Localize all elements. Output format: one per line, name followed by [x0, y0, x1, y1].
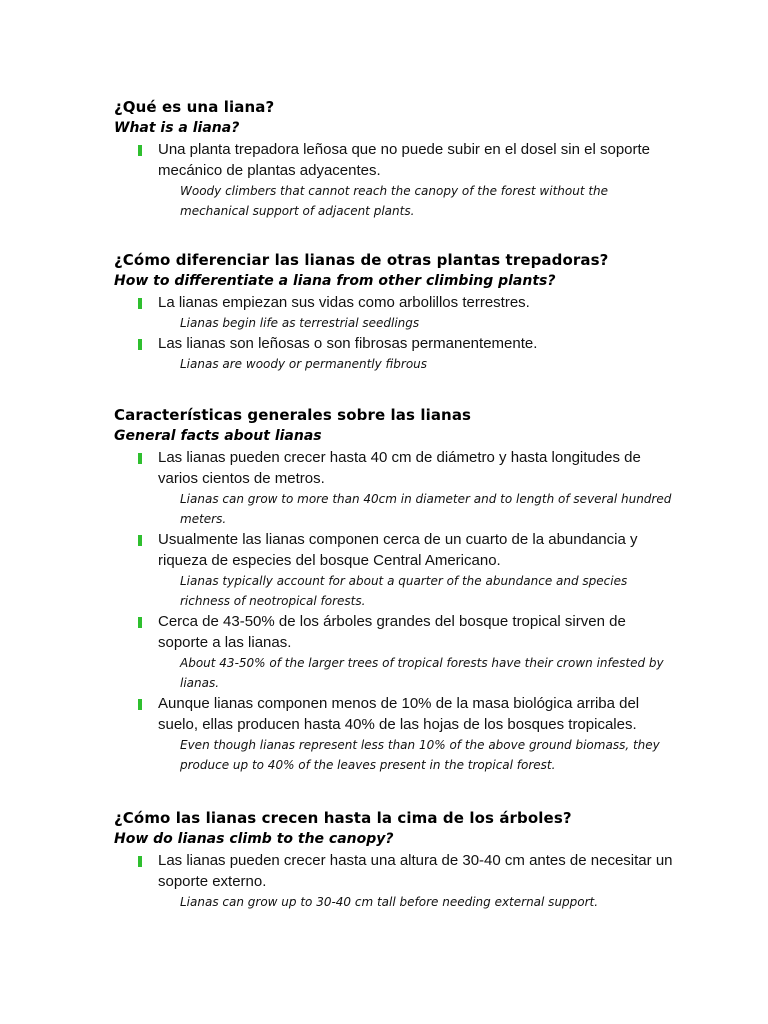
bullet-icon	[138, 699, 142, 710]
heading-es: ¿Cómo diferenciar las lianas de otras plantas trepadoras?	[114, 251, 609, 269]
list-item	[114, 611, 674, 693]
list-item	[114, 139, 674, 221]
heading-es: Características generales sobre las lianas	[114, 406, 472, 424]
heading-en: How do lianas climb to the canopy?	[114, 831, 394, 847]
item-text-en: Lianas begin life as terrestrial seedlings	[180, 316, 420, 330]
item-text-es: Una planta trepadora leñosa que no puede subir en el dosel sin el soporte mecánico de plantas adyacentes.	[158, 141, 651, 179]
heading-en: What is a liana?	[114, 120, 240, 136]
bullet-icon	[138, 145, 142, 156]
item-text-es: Usualmente las lianas componen cerca de un cuarto de la abundancia y riqueza de especies del bosque Central Americano.	[158, 531, 638, 569]
heading-es: ¿Qué es una liana?	[114, 98, 275, 116]
list-item	[114, 850, 674, 912]
item-text-es: Las lianas son leñosas o son fibrosas permanentemente.	[158, 335, 538, 352]
item-text-en: Lianas can grow up to 30-40 cm tall before needing external support.	[180, 895, 599, 909]
bullet-icon	[138, 298, 142, 309]
heading-en: General facts about lianas	[114, 428, 322, 444]
section-differentiate	[114, 249, 674, 374]
list-item	[114, 693, 674, 775]
item-text-en: Woody climbers that cannot reach the canopy of the forest without the mechanical support of adjacent plants.	[180, 184, 609, 218]
bullet-icon	[138, 617, 142, 628]
section-what-is-liana	[114, 96, 674, 221]
list-item	[114, 292, 674, 333]
bullet-icon	[138, 453, 142, 464]
item-text-es: La lianas empiezan sus vidas como arbolillos terrestres.	[158, 294, 530, 311]
item-text-es: Aunque lianas componen menos de 10% de la masa biológica arriba del suelo, ellas producen hasta 40% de las hojas de los bosques tropicales.	[158, 695, 640, 733]
heading-en: How to differentiate a liana from other climbing plants?	[114, 273, 556, 289]
item-text-en: Lianas typically account for about a quarter of the abundance and species richness of neotropical forests.	[180, 574, 628, 608]
item-text-en: Even though lianas represent less than 10% of the above ground biomass, they produce up to 40% of the leaves present in the tropical forest.	[180, 738, 660, 772]
item-text-en: Lianas are woody or permanently fibrous	[180, 357, 428, 371]
bullet-icon	[138, 856, 142, 867]
item-text-es: Cerca de 43-50% de los árboles grandes del bosque tropical sirven de soporte a las lianas.	[158, 613, 626, 651]
item-text-en: About 43-50% of the larger trees of tropical forests have their crown infested by lianas.	[180, 656, 664, 690]
bullet-icon	[138, 339, 142, 350]
heading-es: ¿Cómo las lianas crecen hasta la cima de los árboles?	[114, 809, 572, 827]
list-item	[114, 333, 674, 374]
list-item	[114, 529, 674, 611]
item-text-en: Lianas can grow to more than 40cm in diameter and to length of several hundred meters.	[180, 492, 672, 526]
section-climb-canopy	[114, 807, 674, 912]
bullet-icon	[138, 535, 142, 546]
item-text-es: Las lianas pueden crecer hasta una altura de 30-40 cm antes de necesitar un soporte externo.	[158, 852, 673, 890]
item-text-es: Las lianas pueden crecer hasta 40 cm de diámetro y hasta longitudes de varios cientos de metros.	[158, 449, 641, 487]
section-general-facts	[114, 404, 674, 775]
list-item	[114, 447, 674, 529]
